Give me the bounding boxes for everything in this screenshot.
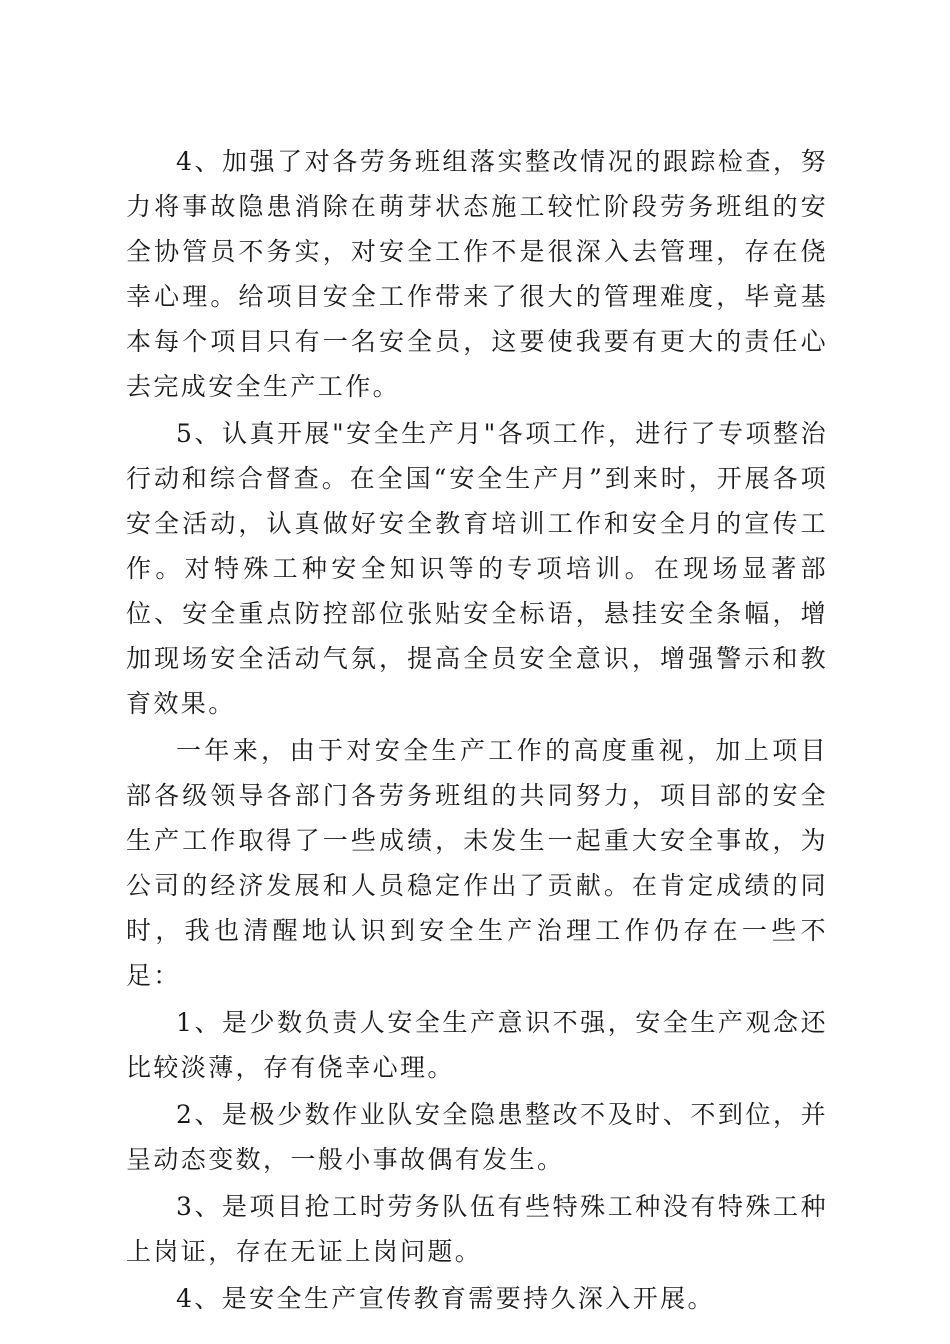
paragraph-shortcoming-1: 1、是少数负责人安全生产意识不强，安全生产观念还比较淡薄，存有侥幸心理。	[126, 1008, 828, 1082]
document-body	[126, 139, 828, 1323]
paragraph-year-summary: 一年来，由于对安全生产工作的高度重视，加上项目部各级领导各部门各劳务班组的共同努力，项目部的安全生产工作取得了一些成绩，未发生一起重大安全事故，为公司的经济发展和人员稳定作出了贡献。在肯定成绩的同时，我也清醒地认识到安全生产治理工作仍存在一些不足：	[126, 736, 828, 990]
paragraph-shortcoming-3: 3、是项目抢工时劳务队伍有些特殊工种没有特殊工种上岗证，存在无证上岗问题。	[126, 1192, 828, 1266]
paragraph-item-5-safety-month: 5、认真开展"安全生产月"各项工作，进行了专项整治行动和综合督查。在全国“安全生产月”到来时，开展各项安全活动，认真做好安全教育培训工作和安全月的宣传工作。对特殊工种安全知识等的专项培训。在现场显著部位、安全重点防控部位张贴安全标语，悬挂安全条幅，增加现场安全活动气氛，提高全员安全意识，增强警示和教育效果。	[126, 419, 828, 718]
paragraph-item-4-tracking: 4、加强了对各劳务班组落实整改情况的跟踪检查，努力将事故隐患消除在萌芽状态施工较忙阶段劳务班组的安全协管员不务实，对安全工作不是很深入去管理，存在侥幸心理。给项目安全工作带来了很大的管理难度，毕竟基本每个项目只有一名安全员，这要使我要有更大的责任心去完成安全生产工作。	[126, 147, 828, 401]
paragraph-shortcoming-4: 4、是安全生产宣传教育需要持久深入开展。	[176, 1284, 715, 1313]
paragraph-shortcoming-2: 2、是极少数作业队安全隐患整改不及时、不到位，并呈动态变数，一般小事故偶有发生。	[126, 1100, 828, 1174]
